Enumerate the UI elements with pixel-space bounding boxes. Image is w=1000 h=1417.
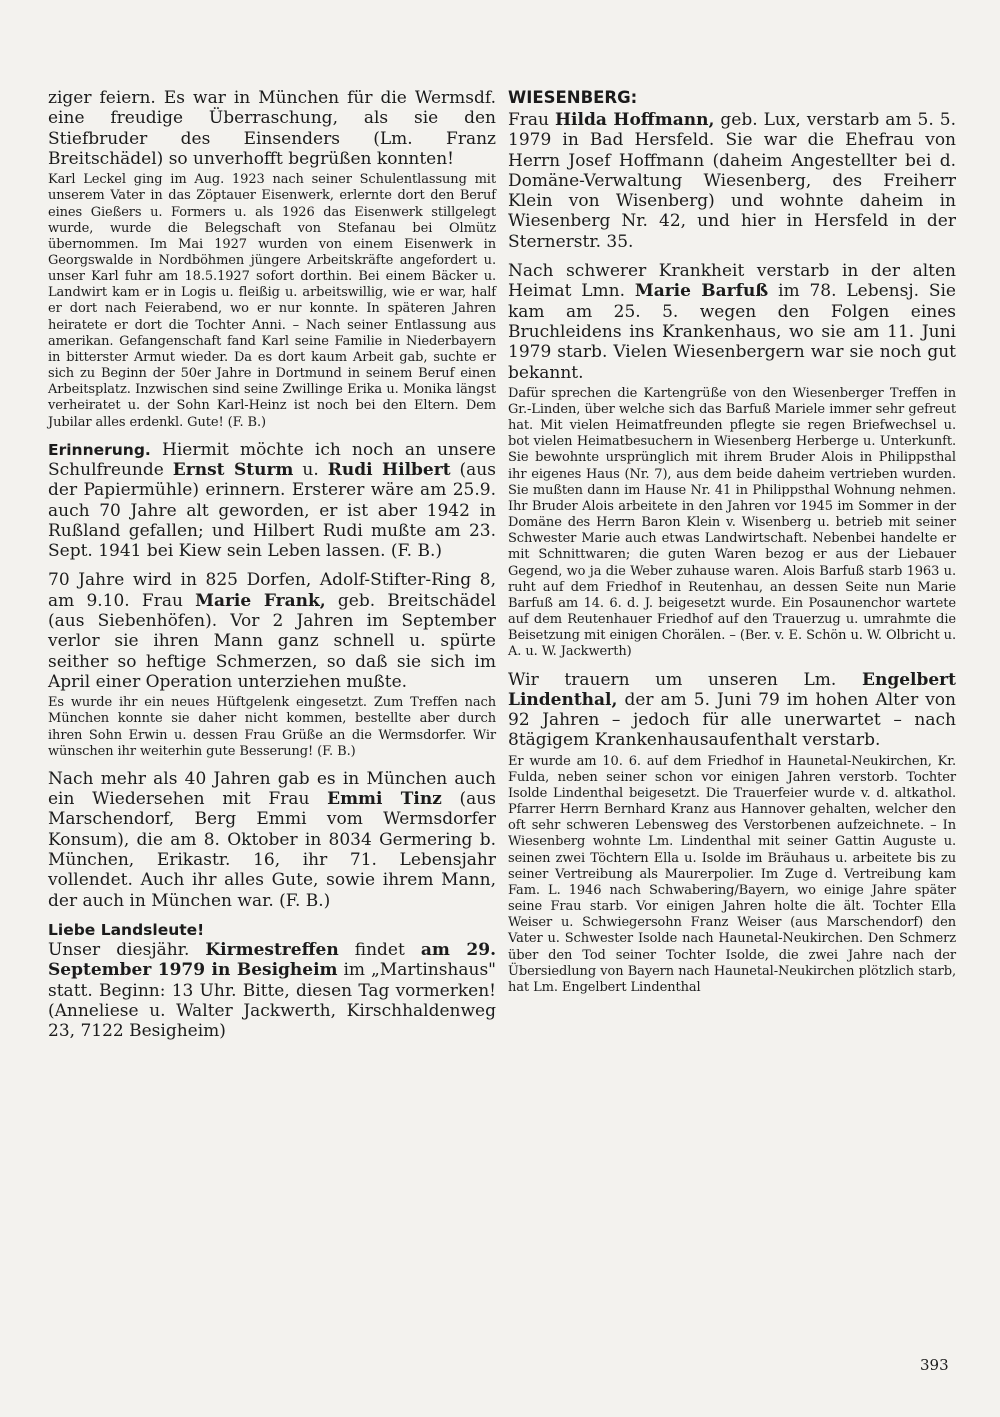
person-name: Ernst Sturm <box>172 459 294 480</box>
person-name: Rudi Hilbert <box>327 459 451 480</box>
text-span: Hiermit möchte ich noch an unsere Schulfreunde <box>48 439 496 480</box>
paragraph-marie-frank <box>48 570 496 692</box>
text-span: geb. Breitschädel (aus Siebenhöfen). Vor 2 Jahren im September verlor sie ihren Mann ganz schnell u. spürte seither so heftige Schmerzen, so daß sie sich im April einer Operation unterziehen mußte. <box>48 590 496 692</box>
text-span: (aus Marschendorf, Berg Emmi vom Wermsdorfer Konsum), die am 8. Oktober in 8034 Germering b. München, Erikastr. 16, ihr 71. Lebensjahr vollendet. Auch ihr alles Gute, sowie ihrem Mann, der auch in München war. (F. B.) <box>48 789 496 911</box>
section-label-erinnerung: Erinnerung. <box>48 440 151 459</box>
event-date-place: am 29. September 1979 in Besigheim <box>48 939 496 981</box>
person-name: Engelbert Lindenthal, <box>508 669 956 710</box>
paragraph-lindenthal-details: Er wurde am 10. 6. auf dem Friedhof in Haunetal-Neukirchen, Kr. Fulda, neben seiner schon vor einigen Jahren verstorb. Tochter Isolde Lindenthal beigesetzt. Die Trauerfeier wurde v. d. altkathol. Pfarrer Herrn Bernhard Kranz aus Hannover gehalten, welcher den oft sehr schweren Lebensweg des Verstorbenen aufzeichnete. – In Wiesenberg wohnte Lm. Lindenthal mit seiner Gattin Auguste u. seinen zwei Töchtern Ella u. Isolde im Bräuhaus u. arbeitete bis zu seiner Vertreibung als Maurerpolier. Im Zuge d. Vertreibung kam Fam. L. 1946 nach Schwabering/Bayern, wo einige Jahre später seine Frau starb. Vor einigen Jahren holte die ält. Tochter Ella Weiser u. Schwiegersohn Franz Weiser (aus Marschendorf) den Vater u. Schwester Isolde nach Haunetal-Neukirchen. Den Schmerz über den Tod seiner Tochter Isolde, die zwei Jahre nach der Übersiedlung von Bayern nach Haunetal-Neukirchen plötzlich starb, hat Lm. Engelbert Lindenthal <box>508 753 956 995</box>
heading-liebe-landsleute: Liebe Landsleute! <box>48 920 205 939</box>
text-span: (aus der Papiermühle) erinnern. Ersterer wäre am 25.9. auch 70 Jahre alt geworden, er ist aber 1942 in Rußland gefallen; und Hilbert Rudi mußte am 23. Sept. 1941 bei Kiew sein Leben lassen. (F. B.) <box>48 459 496 562</box>
left-column <box>48 88 496 1041</box>
text-span: 70 Jahre wird in 825 Dorfen, Adolf-Stifter-Ring 8, am 9.10. Frau <box>48 570 496 611</box>
text-span: Unser diesjähr. <box>48 939 206 960</box>
paragraph-hip-surgery: Es wurde ihr ein neues Hüftgelenk eingesetzt. Zum Treffen nach München konnte sie daher nicht kommen, bestellte aber durch ihren Sohn Erwin u. dessen Frau Grüße an die Wermsdorfer. Wir wünschen ihr weiterhin gute Besserung! (F. B.) <box>48 695 496 759</box>
paragraph-engelbert-lindenthal <box>508 670 956 751</box>
paragraph-karl-leckel: Karl Leckel ging im Aug. 1923 nach seiner Schulentlassung mit unserem Vater in das Zöptauer Eisenwerk, erlernte dort den Beruf eines Gießers u. Formers u. als 1926 das Eisenwerk stillgelegt wurde, wurde die Belegschaft von Stefanau bei Olmütz übernommen. Im Mai 1927 wurden von einem Eisenwerk in Georgswalde in Nordböhmen jüngere Arbeitskräfte angefordert u. unser Karl fuhr am 18.5.1927 sofort dorthin. Bei einem Bäcker u. Landwirt kam er in Logis u. fleißig u. arbeitswillig, wie er war, half er dort nach Feierabend, wo er nur konnte. In späteren Jahren heiratete er dort die Tochter Anni. – Nach seiner Entlassung aus amerikan. Gefangenschaft fand Karl seine Familie in Niederbayern in bitterster Armut wieder. Da es dort kaum Arbeit gab, suchte er sich zu Beginn der 50er Jahre in Dortmund in seinem Beruf einen Arbeitsplatz. Inzwischen sind seine Zwillinge Erika u. Monika längst verheiratet u. der Sohn Karl-Heinz ist noch bei den Eltern. Dem Jubilar alles erdenkl. Gute! (F. B.) <box>48 172 496 430</box>
person-name: Marie Barfuß <box>634 281 769 302</box>
paragraph-marie-barfuss <box>508 261 956 383</box>
paragraph-kirmestreffen <box>48 940 496 1041</box>
paragraph-erinnerung <box>48 440 496 562</box>
text-span: Frau <box>508 110 555 130</box>
text-span: geb. Lux, verstarb am 5. 5. 1979 in Bad Hersfeld. Sie war die Ehefrau von Herrn Josef Hoffmann (daheim Angestellter bei d. Domäne-Verwaltung Wiesenberg, des Freiherr Klein von Wisenberg) und wohnte daheim in Wiesenberg Nr. 42, und hier in Hersfeld in der Sternerstr. 35. <box>508 110 956 252</box>
person-name: Marie Frank, <box>195 590 326 611</box>
text-span: findet <box>338 939 421 960</box>
text-span: Wir trauern um unseren Lm. <box>508 669 862 690</box>
text-span: im 78. Lebensj. Sie kam am 25. 5. wegen den Folgen eines Bruchleidens ins Krankenhaus, wo sie am 11. Juni 1979 starb. Vielen Wiesenbergern war sie noch gut bekannt. <box>508 281 956 383</box>
text-span: Nach schwerer Krankheit verstarb in der alten Heimat Lmn. <box>508 261 956 302</box>
text-span: Nach mehr als 40 Jahren gab es in München auch ein Wiedersehen mit Frau <box>48 768 496 810</box>
paragraph-hilda-hoffmann <box>508 110 956 252</box>
person-name: Emmi Tinz <box>327 789 442 810</box>
text-span: im „Martinshaus" statt. Beginn: 13 Uhr. Bitte, diesen Tag vormerken! (Anneliese u. Walter Jackwerth, Kirschhaldenweg 23, 7122 Besigheim) <box>48 960 496 1042</box>
paragraph-barfuss-details: Dafür sprechen die Kartengrüße von den Wiesenberger Treffen in Gr.-Linden, über welche sich das Barfuß Mariele immer sehr gefreut hat. Mit vielen Heimatfreunden pflegte sie regen Briefwechsel u. bot vielen Heimatbesuchern in Wiesenberg Herberge u. Unterkunft. Sie bewohnte ursprünglich mit ihrem Bruder Alois in Philippsthal ihr eigenes Haus (Nr. 7), aus dem beide daheim vertrieben wurden. Sie mußten dann im Hause Nr. 41 in Philippsthal Wohnung nehmen. Ihr Bruder Alois arbeitete in den Jahren vor 1945 im Sommer in der Domäne des Herrn Baron Klein v. Wisenberg u. betrieb mit seiner Schwester Marie auch etwas Landwirtschaft. Nebenbei handelte er mit Schnittwaren; die guten Waren bezog er aus der Liebauer Gegend, wo ja die Weber zuhause waren. Alois Barfuß starb 1963 u. ruht auf dem Friedhof in Reutenhau, an dessen Seite nun Marie Barfuß am 14. 6. d. J. beigesetzt wurde. Ein Posaunenchor wartete auf dem Reutenhauer Friedhof auf den Trauerzug u. umrahmte die Beisetzung mit einigen Chorälen. – (Ber. v. E. Schön u. W. Olbricht u. A. u. W. Jackwerth) <box>508 385 956 660</box>
page-number: 393 <box>920 1356 949 1374</box>
person-name: Hilda Hoffmann, <box>555 110 715 130</box>
right-column <box>508 88 956 996</box>
paragraph-emmi-tinz <box>48 769 496 911</box>
text-span: u. <box>293 459 328 480</box>
event-name: Kirmestreffen <box>205 939 339 960</box>
section-heading-wiesenberg: WIESENBERG: <box>508 88 638 107</box>
paragraph-munich-meeting: ziger feiern. Es war in München für die Wermsdf. eine freudige Überraschung, als sie den Stiefbruder des Einsenders (Lm. Franz Breitschädel) so unverhofft begrüßen konnten! <box>48 88 496 169</box>
text-span: der am 5. Juni 79 im hohen Alter von 92 Jahren – jedoch für alle unerwartet – nach 8tägigem Krankenhausaufenthalt verstarb. <box>508 689 956 751</box>
